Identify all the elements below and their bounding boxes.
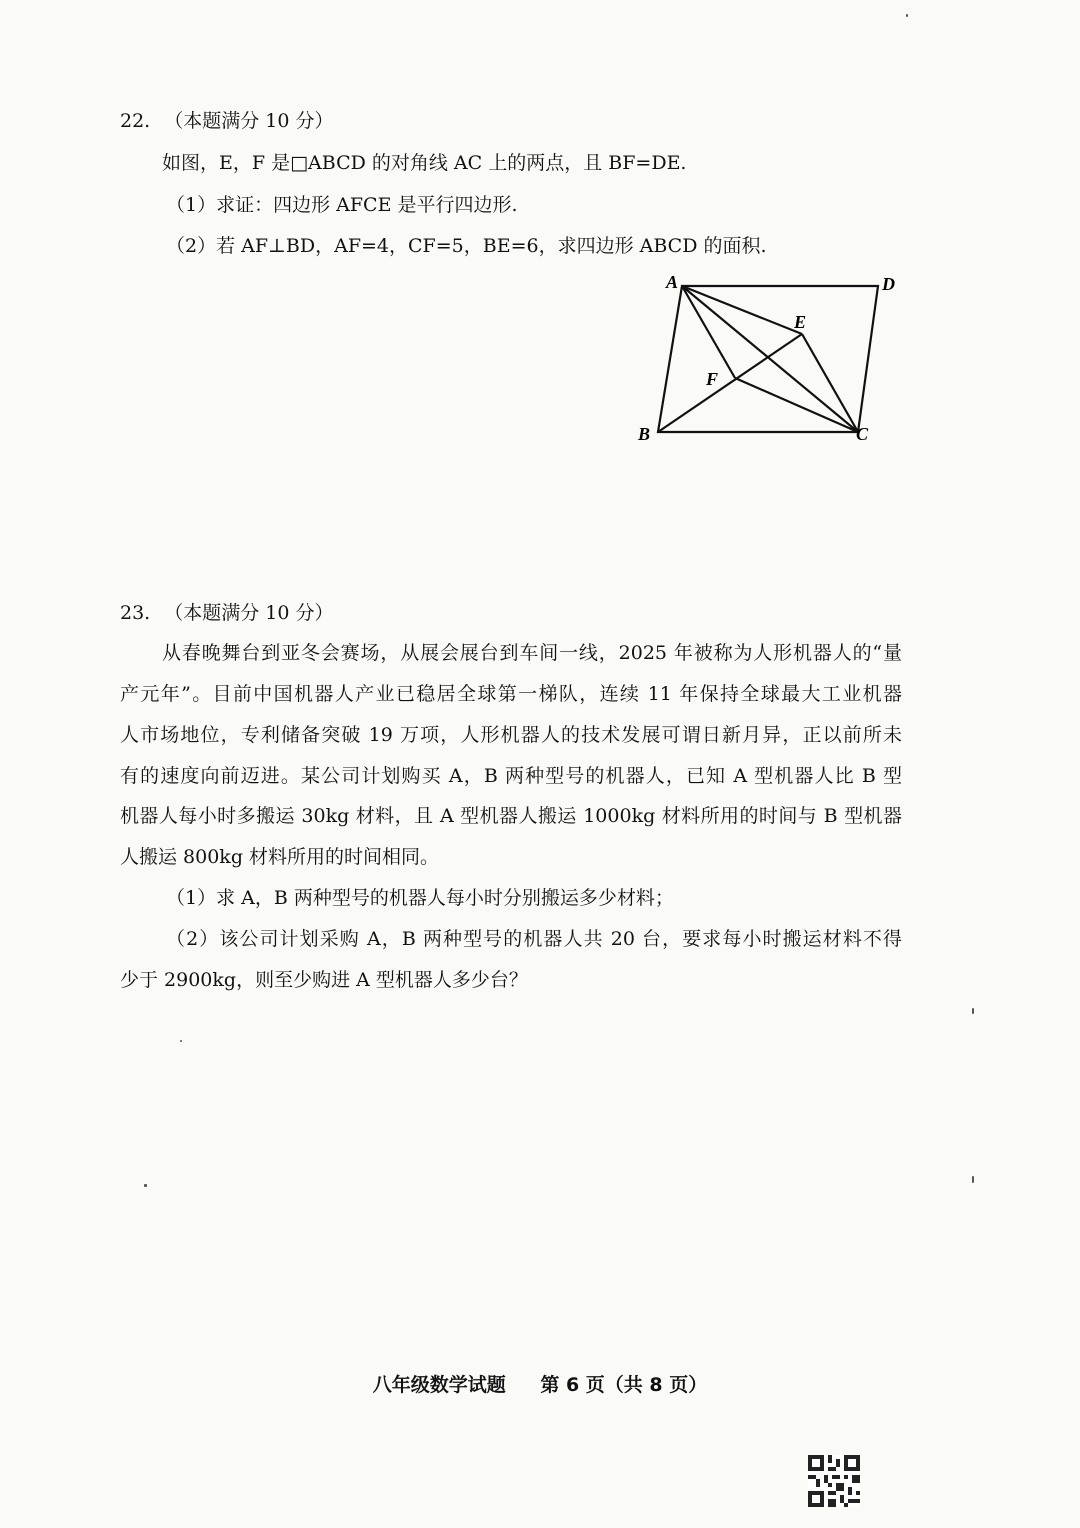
label-e: E [794,312,807,332]
diagonal-ac [682,286,858,432]
page-footer [0,1370,1080,1397]
segment-ec [802,334,858,432]
q23-part1: （1）求 A，B 两种型号的机器人每小时分别搬运多少材料； [166,887,674,909]
parallelogram-figure [630,268,910,450]
label-f: F [706,369,719,389]
q22-score: （本题满分 10 分） [164,110,334,132]
scan-speck [144,1184,147,1187]
q22-number: 22. [120,110,151,132]
q23-paragraph-line-3: 人市场地位，专利储备突破 19 万项，人形机器人的技术发展可谓日新月异，正以前所未 [120,724,902,746]
footer-page-number: 第 6 页（共 8 页） [540,1374,708,1396]
segment-fc [735,378,858,432]
segment-ae [682,286,802,334]
q23-number: 23. [120,602,151,624]
q22-stem: 如图，E，F 是□ABCD 的对角线 AC 上的两点，且 BF=DE. [162,152,687,174]
q23-part2-line-2: 少于 2900kg，则至少购进 A 型机器人多少台？ [120,969,528,991]
q23-paragraph-line-2: 产元年”。目前中国机器人产业已稳居全球第一梯队，连续 11 年保持全球最大工业机器 [120,683,902,705]
scan-speck [180,1040,182,1042]
label-c: C [856,424,869,444]
q22-header [120,108,334,134]
scan-speck [906,14,908,17]
label-a: A [666,272,679,292]
q22-part1: （1）求证：四边形 AFCE 是平行四边形. [166,194,518,216]
segment-af [682,286,735,378]
scan-speck [972,1176,974,1183]
label-d: D [882,274,895,294]
footer-title: 八年级数学试题 [372,1374,506,1396]
q23-header [120,600,334,626]
scan-speck [972,1008,974,1014]
q23-paragraph-line-5: 机器人每小时多搬运 30kg 材料，且 A 型机器人搬运 1000kg 材料所用的时间与 B 型机器 [120,805,902,827]
q23-paragraph-line-6: 人搬运 800kg 材料所用的时间相同。 [120,846,440,868]
q23-score: （本题满分 10 分） [164,602,334,624]
q22-part2: （2）若 AF⊥BD，AF=4，CF=5，BE=6，求四边形 ABCD 的面积. [166,235,767,257]
qr-code-icon [808,1455,860,1507]
segment-be [658,334,802,432]
label-b: B [638,424,651,444]
q23-part2-line-1: （2）该公司计划采购 A，B 两种型号的机器人共 20 台，要求每小时搬运材料不得 [166,928,902,950]
q23-paragraph-line-1: 从春晚舞台到亚冬会赛场，从展会展台到车间一线，2025 年被称为人形机器人的“量 [162,642,902,664]
q23-paragraph-line-4: 有的速度向前迈进。某公司计划购买 A，B 两种型号的机器人，已知 A 型机器人比 B 型 [120,765,902,787]
